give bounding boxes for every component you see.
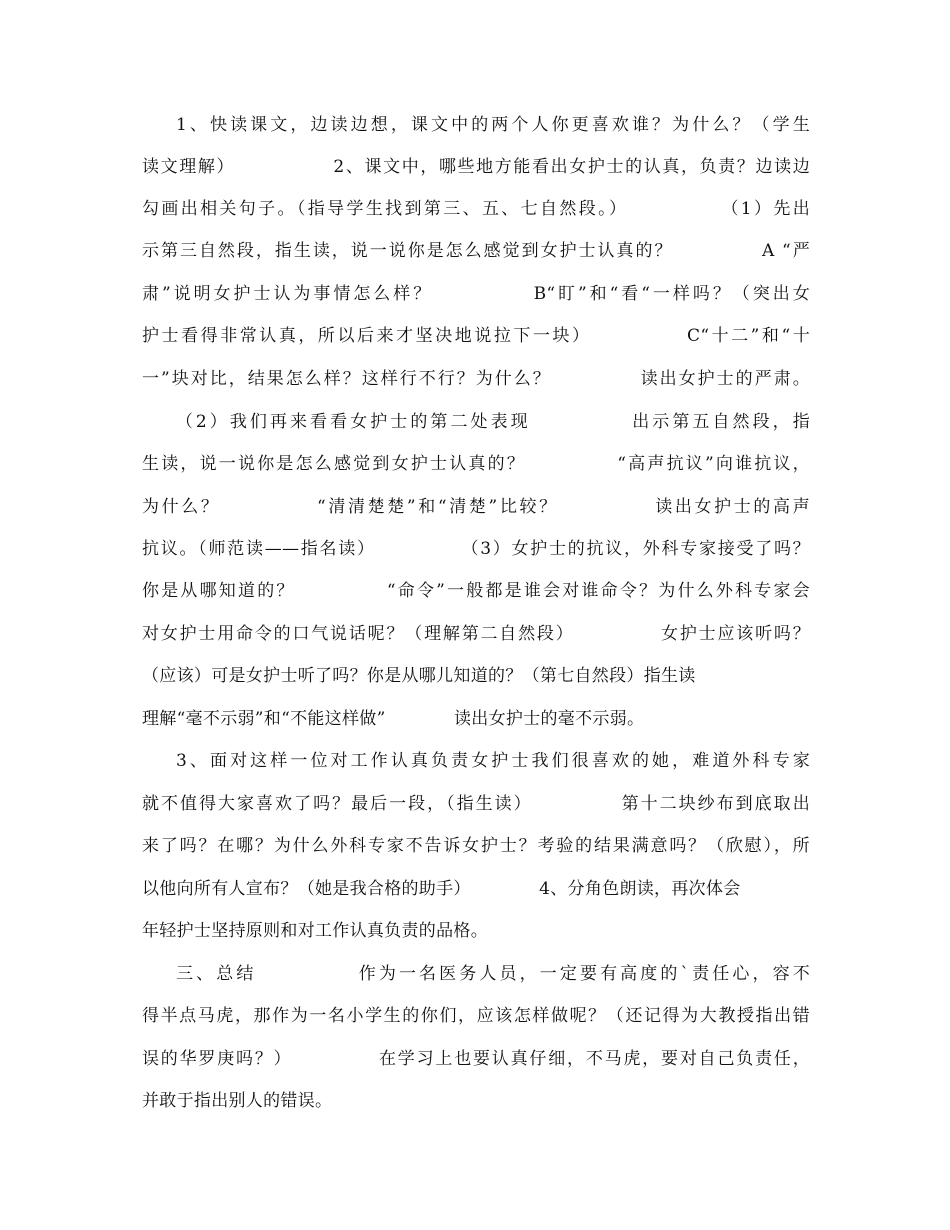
text-line: 示第三自然段，指生读，说一说你是怎么感觉到女护士认真的？ A “严 xyxy=(142,241,810,261)
text-line: 读文理解） 2、课文中，哪些地方能看出女护士的认真，负责？边读边 xyxy=(142,157,810,177)
text-line: 抗议。（师范读——指名读） （3）女护士的抗议，外科专家接受了吗？ xyxy=(142,539,810,559)
text-line: 勾画出相关句子。（指导学生找到第三、五、七自然段。） （1）先出 xyxy=(142,199,810,219)
text-line: （2）我们再来看看女护士的第二处表现 出示第五自然段，指 xyxy=(142,412,810,432)
text-line: 生读，说一说你是怎么感觉到女护士认真的？ “高声抗议”向谁抗议， xyxy=(142,454,810,474)
text-line: 误的华罗庚吗？） 在学习上也要认真仔细，不马虎，要对自己负责任， xyxy=(142,1049,810,1069)
text-line: 一”块对比，结果怎么样？这样行不行？为什么？ 读出女护士的严肃。 xyxy=(142,369,810,389)
text-line: 三、总结 作为一名医务人员，一定要有高度的`责任心，容不 xyxy=(142,964,810,984)
text-line: 护士看得非常认真，所以后来才坚决地说拉下一块） C“十二”和“十 xyxy=(142,326,810,346)
text-line: 年轻护士坚持原则和对工作认真负责的品格。 xyxy=(142,921,488,941)
text-line: 来了吗？在哪？为什么外科专家不告诉女护士？考验的结果满意吗？（欣慰），所 xyxy=(142,836,810,856)
text-line: 为什么？ “清清楚楚”和“清楚”比较？ 读出女护士的高声 xyxy=(142,497,810,517)
text-line: 得半点马虎，那作为一名小学生的你们，应该怎样做呢？（还记得为大教授指出错 xyxy=(142,1006,810,1026)
text-line: 肃”说明女护士认为事情怎么样？ B“盯”和“看“一样吗？（突出女 xyxy=(142,284,810,304)
text-line: 就不值得大家喜欢了吗？最后一段，（指生读） 第十二块纱布到底取出 xyxy=(142,794,810,814)
text-line: 3、面对这样一位对工作认真负责女护士我们很喜欢的她，难道外科专家 xyxy=(142,751,810,771)
text-line: 你是从哪知道的？ “命令”一般都是谁会对谁命令？为什么外科专家会 xyxy=(142,581,810,601)
text-line: 并敢于指出别人的错误。 xyxy=(142,1091,333,1111)
text-line: 理解“毫不示弱”和“不能这样做” 读出女护士的毫不示弱。 xyxy=(142,709,645,729)
text-line: 1、快读课文，边读边想，课文中的两个人你更喜欢谁？为什么？（学生 xyxy=(142,115,810,135)
text-line: 以他向所有人宣布？（她是我合格的助手） 4、分角色朗读，再次体会 xyxy=(142,879,741,899)
text-line: 对女护士用命令的口气说话呢？（理解第二自然段） 女护士应该听吗？ xyxy=(142,624,810,644)
text-line: （应该）可是女护士听了吗？你是从哪儿知道的？（第七自然段）指生读 xyxy=(142,666,696,686)
